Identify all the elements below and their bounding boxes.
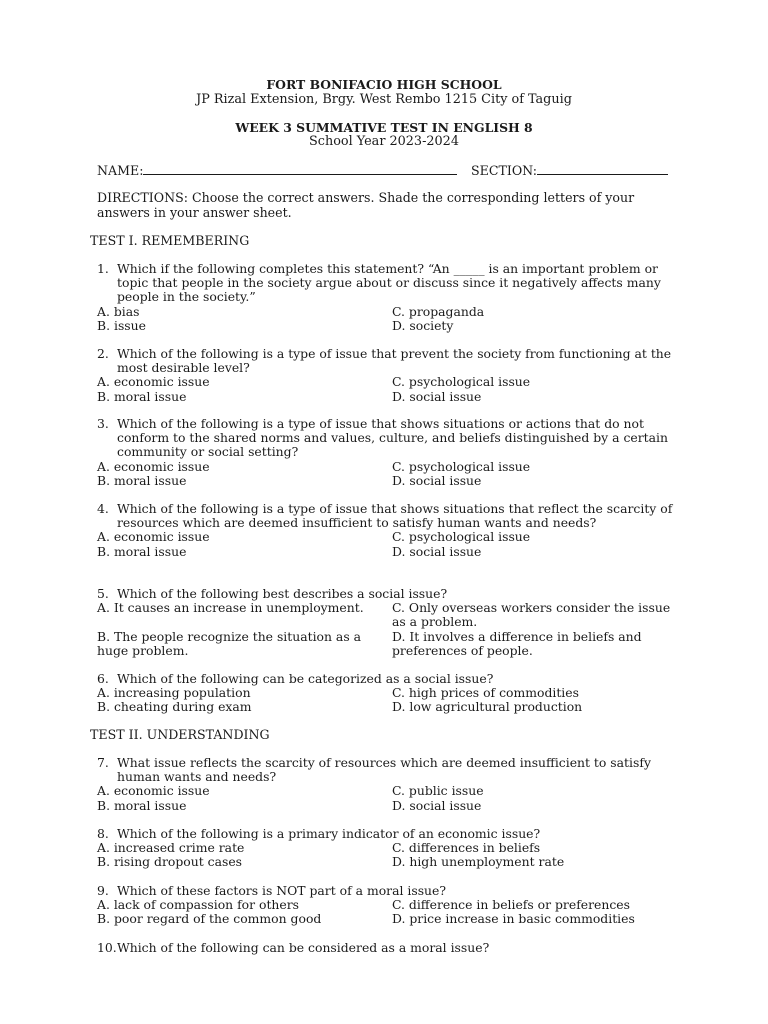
question-7 <box>97 756 677 813</box>
option-b: B. issue <box>97 317 146 333</box>
question-stem <box>97 347 677 375</box>
question-text: Which if the following completes this statement? “An _____ is an important problem or topic that people in the society argue about or discuss since it negatively affects many people in the society.” <box>117 261 661 305</box>
answer-options <box>97 784 677 812</box>
option-c: C. psychological issue <box>392 458 531 474</box>
question-stem <box>97 502 677 530</box>
option-b: B. moral issue <box>97 797 187 813</box>
option-d: D. social issue <box>392 797 482 813</box>
school-header <box>0 78 768 107</box>
test-title-block <box>0 121 768 149</box>
option-a: A. It causes an increase in unemployment. <box>97 600 364 616</box>
option-c: C. propaganda <box>392 303 485 319</box>
answer-options <box>97 530 677 558</box>
option-d: D. price increase in basic commodities <box>392 911 635 927</box>
option-d: D. social issue <box>392 472 482 488</box>
name-blank <box>143 163 457 175</box>
question-5 <box>97 587 677 658</box>
question-1 <box>97 262 677 333</box>
option-a: A. economic issue <box>97 529 210 545</box>
option-b: B. rising dropout cases <box>97 854 243 870</box>
question-text: Which of the following is a type of issue that prevent the society from functioning at the most desirable level? <box>117 346 672 376</box>
option-a: A. increasing population <box>97 685 251 701</box>
question-stem <box>97 672 677 686</box>
answer-options <box>97 375 677 403</box>
option-b: B. poor regard of the common good <box>97 911 322 927</box>
name-label: NAME: <box>97 163 144 178</box>
answer-options <box>97 460 677 488</box>
option-a: A. lack of compassion for others <box>97 897 300 913</box>
option-b: B. cheating during exam <box>97 699 252 715</box>
question-text: Which of the following is a type of issue that shows situations that reflect the scarcity of resources which are deemed insufficient to satisfy human wants and needs? <box>117 501 673 531</box>
question-3 <box>97 417 677 488</box>
school-name: FORT BONIFACIO HIGH SCHOOL <box>266 77 502 92</box>
question-number: 10. <box>97 940 117 955</box>
question-9 <box>97 884 677 927</box>
question-4 <box>97 502 677 559</box>
question-number: 4. <box>97 501 109 516</box>
section-heading: TEST II. UNDERSTANDING <box>90 727 270 742</box>
option-c: C. public issue <box>392 783 484 799</box>
option-d: D. It involves a difference in beliefs and preferences of people. <box>392 628 642 658</box>
answer-options <box>97 898 677 926</box>
option-c: C. difference in beliefs or preferences <box>392 897 630 913</box>
option-b: B. The people recognize the situation as a huge problem. <box>97 628 362 658</box>
question-text: Which of the following is a type of issue that shows situations or actions that do not conform to the shared norms and values, culture, and beliefs distinguished by a certain community or social setting? <box>117 416 668 460</box>
option-a: A. economic issue <box>97 458 210 474</box>
question-text: Which of the following can be categorized as a social issue? <box>117 671 494 686</box>
question-stem <box>97 941 677 955</box>
question-stem <box>97 884 677 898</box>
section-blank <box>537 163 668 175</box>
school-year: School Year 2023-2024 <box>309 134 459 149</box>
option-c: C. high prices of commodities <box>392 685 579 701</box>
question-8 <box>97 827 677 870</box>
answer-options <box>97 305 677 333</box>
student-info-row <box>97 163 672 178</box>
option-c: C. Only overseas workers consider the issue as a problem. <box>392 600 671 630</box>
option-a: A. economic issue <box>97 374 210 390</box>
question-number: 5. <box>97 586 109 601</box>
question-number: 2. <box>97 346 109 361</box>
question-stem <box>97 587 677 601</box>
question-stem <box>97 756 677 784</box>
option-d: D. society <box>392 317 454 333</box>
option-b: B. moral issue <box>97 543 187 559</box>
question-6 <box>97 672 677 715</box>
section-heading: TEST I. REMEMBERING <box>90 233 250 248</box>
test-title: WEEK 3 SUMMATIVE TEST IN ENGLISH 8 <box>235 120 533 135</box>
question-stem <box>97 827 677 841</box>
question-text: Which of these factors is NOT part of a moral issue? <box>117 883 447 898</box>
option-d: D. social issue <box>392 543 482 559</box>
question-number: 1. <box>97 261 109 276</box>
option-a: A. economic issue <box>97 783 210 799</box>
option-a: A. bias <box>97 303 140 319</box>
question-text: Which of the following best describes a social issue? <box>117 586 448 601</box>
question-stem <box>97 262 677 305</box>
question-stem <box>97 417 677 460</box>
answer-options <box>97 841 677 869</box>
option-d: D. low agricultural production <box>392 699 583 715</box>
directions: DIRECTIONS: Choose the correct answers. Shade the corresponding letters of your answers in your answer sheet. <box>97 190 635 220</box>
question-number: 9. <box>97 883 109 898</box>
option-d: D. high unemployment rate <box>392 854 565 870</box>
option-c: C. differences in beliefs <box>392 840 541 856</box>
question-number: 8. <box>97 826 109 841</box>
question-number: 6. <box>97 671 109 686</box>
option-a: A. increased crime rate <box>97 840 245 856</box>
question-number: 7. <box>97 755 109 770</box>
option-c: C. psychological issue <box>392 529 531 545</box>
section-field <box>471 163 668 178</box>
question-2 <box>97 347 677 404</box>
question-text: Which of the following is a primary indicator of an economic issue? <box>117 826 541 841</box>
school-address: JP Rizal Extension, Brgy. West Rembo 1215 City of Taguig <box>196 92 572 107</box>
option-b: B. moral issue <box>97 388 187 404</box>
question-10 <box>97 941 677 955</box>
question-text: What issue reflects the scarcity of resources which are deemed insufficient to satisfy human wants and needs? <box>117 755 651 785</box>
question-number: 3. <box>97 416 109 431</box>
option-b: B. moral issue <box>97 472 187 488</box>
option-c: C. psychological issue <box>392 374 531 390</box>
answer-options <box>97 601 677 658</box>
option-d: D. social issue <box>392 388 482 404</box>
question-text: Which of the following can be considered as a moral issue? <box>117 940 490 955</box>
section-label: SECTION: <box>471 163 537 178</box>
answer-options <box>97 686 677 714</box>
